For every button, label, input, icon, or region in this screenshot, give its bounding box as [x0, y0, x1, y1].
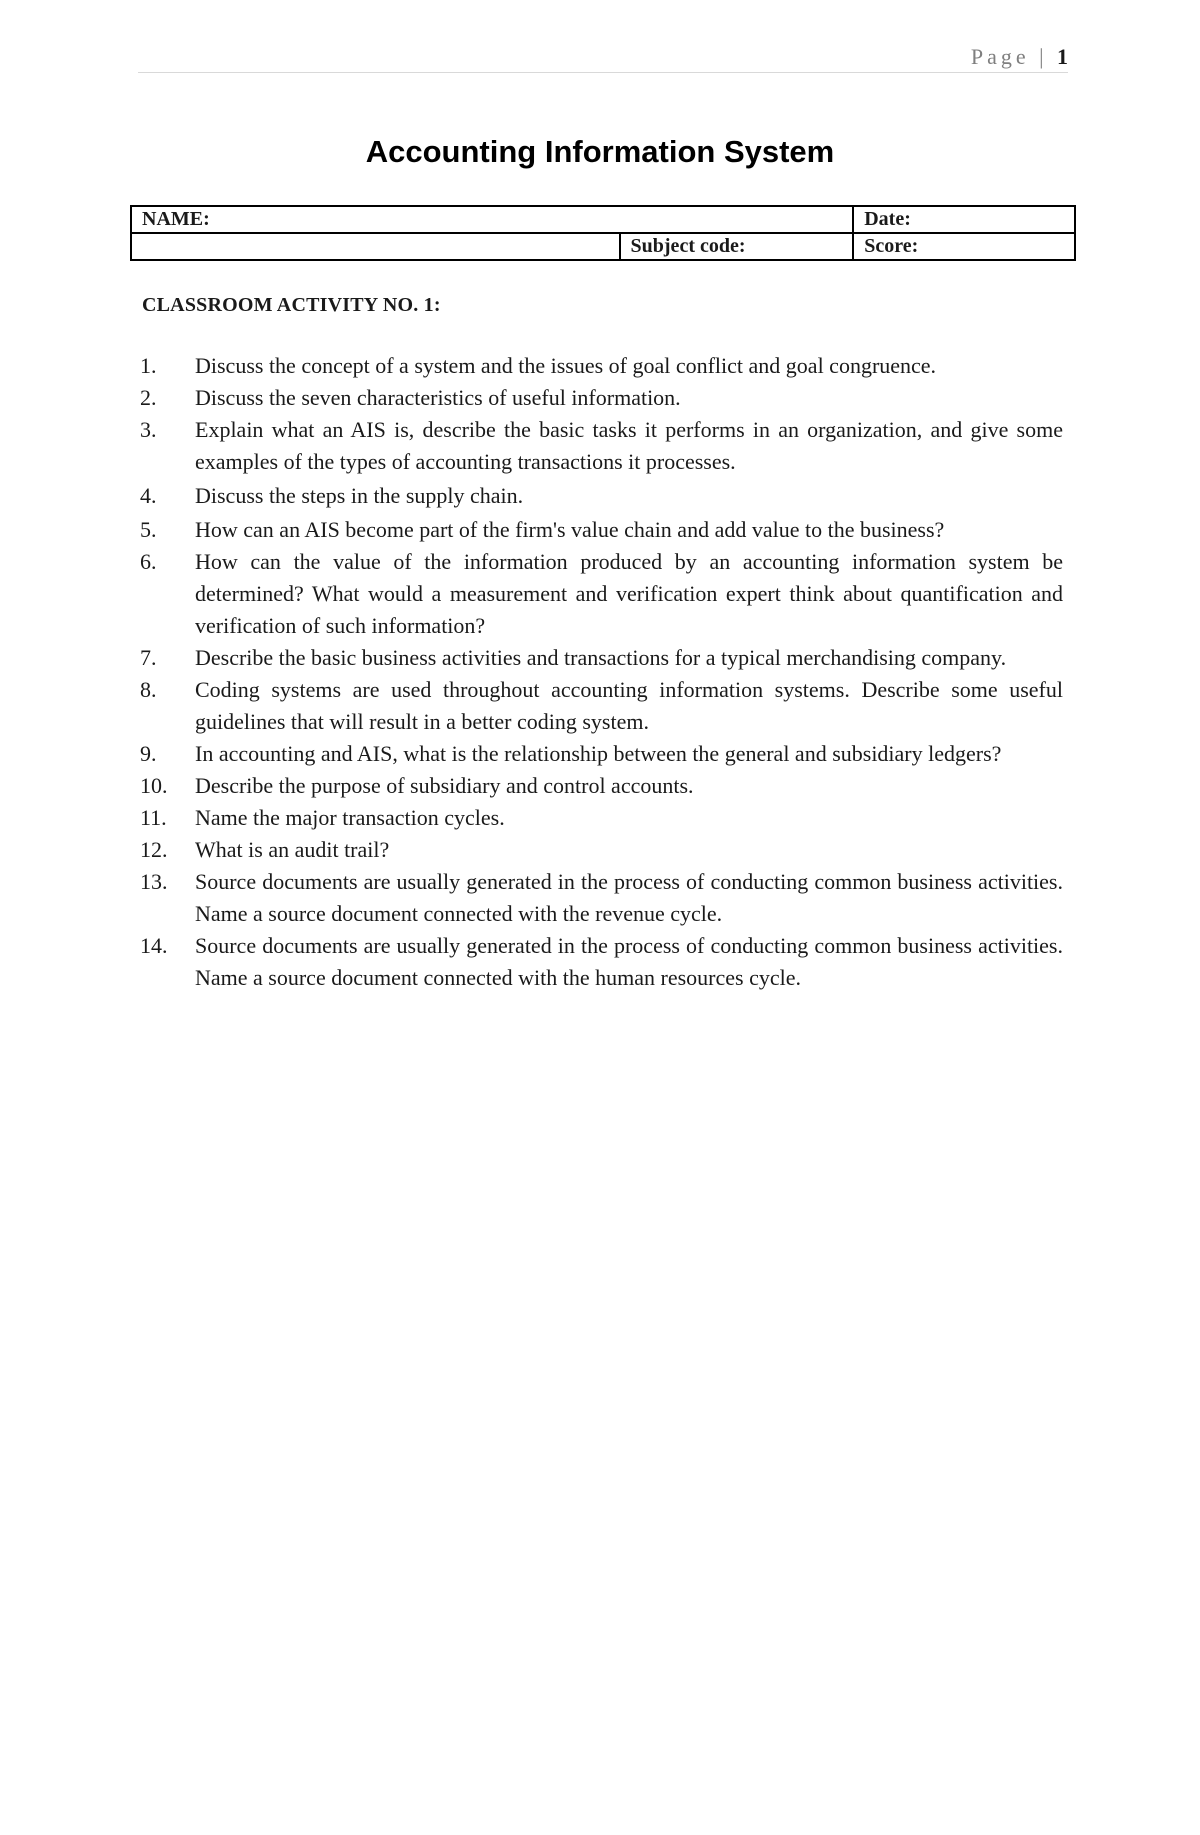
page-separator: | [1039, 44, 1044, 69]
question-number: 7. [140, 645, 157, 670]
list-item [136, 350, 1063, 382]
info-row-1 [131, 206, 1075, 233]
question-text: Describe the purpose of subsidiary and control accounts. [195, 773, 694, 798]
question-number: 5. [140, 517, 157, 542]
question-number: 13. [140, 869, 168, 894]
question-text: Coding systems are used throughout accounting information systems. Describe some useful guidelines that will result in a better coding system. [195, 677, 1063, 734]
question-number: 1. [140, 353, 157, 378]
list-item [136, 866, 1063, 930]
question-number: 2. [140, 385, 157, 410]
page-number: 1 [1057, 44, 1068, 69]
page-header [138, 38, 1068, 73]
list-item [136, 770, 1063, 802]
page-word: Page [970, 44, 1030, 69]
question-text: Source documents are usually generated in the process of conducting common business activities. Name a source document connected with the revenue cycle. [195, 869, 1063, 926]
document-title: Accounting Information System [365, 134, 835, 169]
subject-code-label: Subject code: [630, 235, 746, 257]
question-number: 8. [140, 677, 157, 702]
list-item [136, 480, 1063, 512]
list-item [136, 802, 1063, 834]
question-text: Discuss the concept of a system and the issues of goal conflict and goal congruence. [195, 353, 937, 378]
date-field[interactable] [853, 206, 1075, 233]
list-item [136, 674, 1063, 738]
date-label: Date: [864, 208, 911, 230]
list-item [136, 738, 1063, 770]
question-text: Discuss the seven characteristics of useful information. [195, 385, 681, 410]
question-number: 9. [140, 741, 157, 766]
question-number: 11. [140, 805, 167, 830]
question-text: Source documents are usually generated in the process of conducting common business activities. Name a source document connected with the human resources cycle. [195, 933, 1063, 990]
name-field[interactable] [131, 206, 853, 233]
question-number: 14. [140, 933, 168, 958]
list-item [136, 642, 1063, 674]
question-number: 6. [140, 549, 157, 574]
question-text: Name the major transaction cycles. [195, 805, 505, 830]
list-item [136, 546, 1063, 642]
list-item [136, 382, 1063, 414]
question-number: 12. [140, 837, 168, 862]
question-list [136, 350, 1063, 994]
question-number: 4. [140, 483, 157, 508]
name-label: NAME: [142, 208, 210, 230]
list-item [136, 414, 1063, 478]
score-label: Score: [864, 235, 919, 257]
list-item [136, 834, 1063, 866]
subject-code-field[interactable] [620, 233, 854, 260]
info-row-2 [131, 233, 1075, 260]
score-field[interactable] [853, 233, 1075, 260]
question-text: How can an AIS become part of the firm's value chain and add value to the business? [195, 517, 945, 542]
list-item [136, 514, 1063, 546]
student-info-table [130, 205, 1076, 261]
question-text: Explain what an AIS is, describe the basic tasks it performs in an organization, and give some examples of the types of accounting transactions it processes. [195, 417, 1063, 474]
blank-field[interactable] [131, 233, 620, 260]
question-text: In accounting and AIS, what is the relationship between the general and subsidiary ledgers? [195, 741, 1002, 766]
question-text: How can the value of the information produced by an accounting information system be determined? What would a measurement and verification expert think about quantification and verification of such information? [195, 549, 1063, 638]
question-number: 3. [140, 417, 157, 442]
question-number: 10. [140, 773, 168, 798]
list-item [136, 930, 1063, 994]
question-text: Describe the basic business activities and transactions for a typical merchandising company. [195, 645, 1007, 670]
activity-heading: CLASSROOM ACTIVITY NO. 1: [142, 294, 441, 316]
page-number-label [971, 44, 1068, 70]
question-text: What is an audit trail? [195, 837, 390, 862]
question-text: Discuss the steps in the supply chain. [195, 483, 524, 508]
